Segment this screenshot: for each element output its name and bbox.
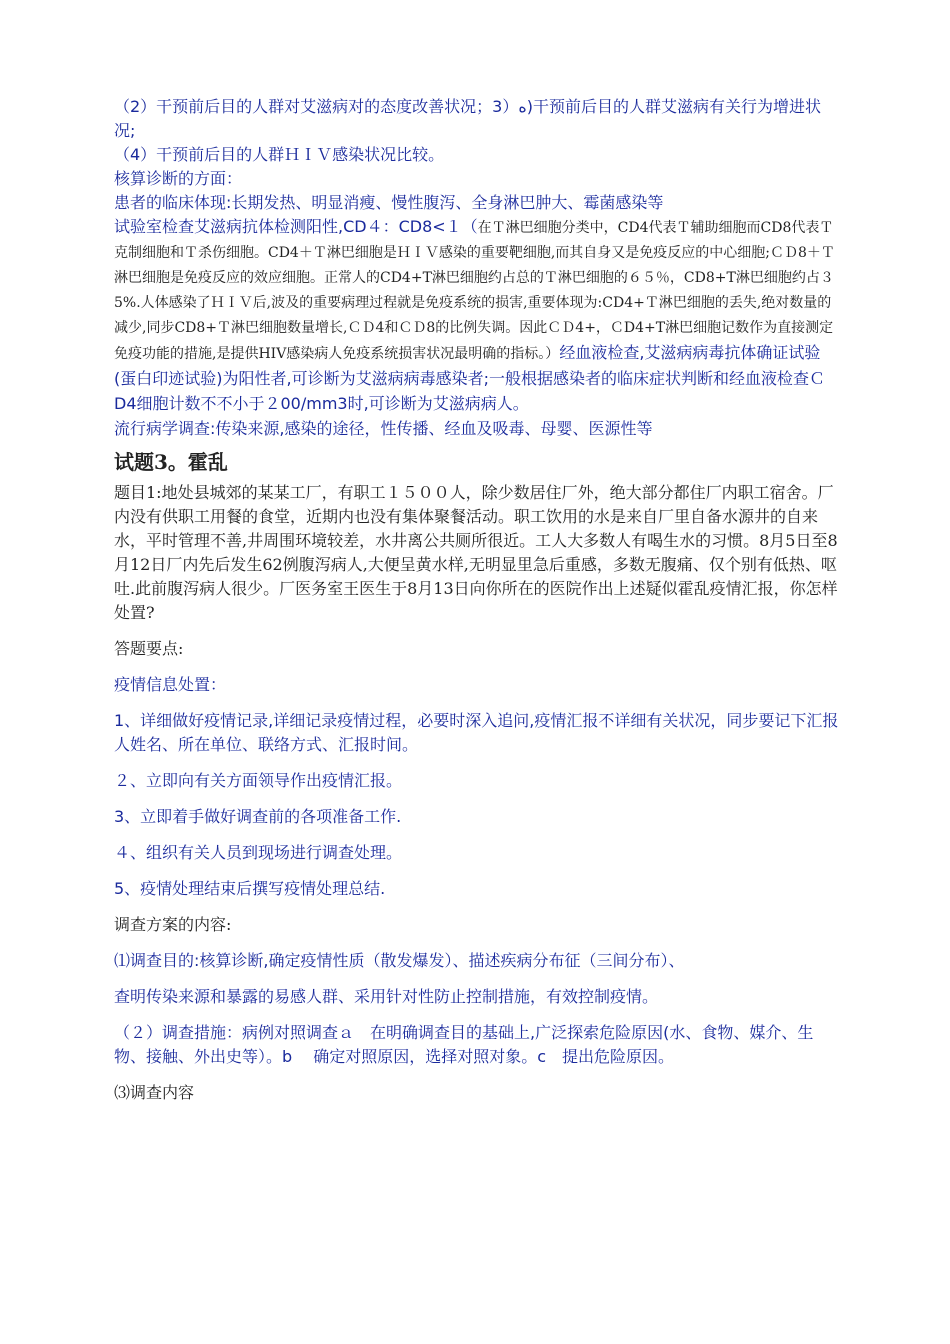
- blue-item-3: 3、立即着手做好调查前的各项准备工作.: [114, 807, 402, 826]
- plan-item-0: ⑴调查目的:核算诊断,确定疫情性质（散发爆发）、描述疾病分布征（三间分布）、: [114, 951, 685, 970]
- blue-item-1: 1、详细做好疫情记录,详细记录疫情过程，必要时深入追问,疫情汇报不详细有关状况，同步要记下汇报人姓名、所在单位、联络方式、汇报时间。: [114, 711, 839, 754]
- plan-head: 调查方案的内容:: [114, 915, 232, 934]
- lab-tests-tail: 经血液检查,艾滋病病毒抗体确证试验(蛋白印迹试验)为阳性者,可诊断为艾滋病病毒感染者;一般根据感染者的临床症状判断和经血液检查ＣD4细胞计数不不小于２00/mm3时,可诊断为艾滋病病人。: [114, 343, 825, 413]
- blue-item-4: ４、组织有关人员到现场进行调查处理。: [114, 843, 403, 862]
- paragraph-epidemiology: 流行病学调查:传染来源,感染的途径，性传播、经血及吸毒、母婴、医源性等: [114, 419, 653, 438]
- blue-item-2: ２、立即向有关方面领导作出疫情汇报。: [114, 771, 403, 790]
- paragraph-diagnosis-head: 核算诊断的方面：: [114, 169, 243, 188]
- section-title: 试题3。霍乱: [114, 450, 228, 474]
- blue-item-0: 疫情信息处置：: [114, 675, 227, 694]
- question-text: 题目1:地处县城郊的某某工厂，有职工１５００人，除少数居住厂外，绝大部分都住厂内职工宿舍。厂内没有供职工用餐的食堂，近期内也没有集体聚餐活动。职工饮用的水是来自厂里自备水源井的自来水，平时管理不善,井周围环境较差，水井离公共厕所很近。工人大多数人有喝生水的习惯。8月5日至8月12日厂内先后发生62例腹泻病人,大便呈黄水样,无明显里急后重感，多数无腹痛、仅个别有低热、呕吐.此前腹泻病人很少。厂医务室王医生于8月13日向你所在的医院作出上述疑似霍乱疫情汇报，你怎样处置?: [114, 483, 838, 622]
- paragraph-clinical-signs: 患者的临床体现:长期发热、明显消瘦、慢性腹泻、全身淋巴肿大、霉菌感染等: [114, 193, 664, 212]
- plan-item-1: 查明传染来源和暴露的易感人群、采用针对性防止控制措施，有效控制疫情。: [114, 987, 659, 1006]
- answer-head: 答题要点:: [114, 639, 184, 658]
- blue-item-5: 5、疫情处理结束后撰写疫情处理总结.: [114, 879, 386, 898]
- lab-tests-lead: 试验室检查艾滋病抗体检测阳性,CD４：CD8<１（: [114, 217, 478, 236]
- paragraph-lab-tests: [114, 215, 840, 417]
- plan-item-2: （２）调查措施：病例对照调查ａ 在明确调查目的基础上,广泛探索危险原因(水、食物、媒介、生物、接触、外出史等）。b 确定对照原因，选择对照对象。c 提出危险原因。: [114, 1023, 814, 1066]
- paragraph-intervention-attitude: （2）干预前后目的人群对艾滋病对的态度改善状况；3）ﻩ)干预前后目的人群艾滋病有关行为增进状况;: [114, 97, 822, 140]
- paragraph-intervention-hiv: （4）干预前后目的人群ＨＩＶ感染状况比较。: [114, 145, 445, 164]
- lab-tests-detail: 在Ｔ淋巴细胞分类中，CD4代表Ｔ辅助细胞而CD8代表Ｔ克制细胞和Ｔ杀伤细胞。CD4＋Ｔ淋巴细胞是ＨＩＶ感染的重要靶细胞,而其自身又是免疫反应的中心细胞;ＣＤ8＋Ｔ淋巴细胞是免疫反应的效应细胞。正常人的CD4+T淋巴细胞约占总的Ｔ淋巴细胞的６５％，CD8+T淋巴细胞约占３5%.人体感染了ＨＩＶ后,波及的重要病理过程就是免疫系统的损害,重要体现为:CD4+Ｔ淋巴细胞的丢失,绝对数量的减少,同步CD8+Ｔ淋巴细胞数量增长,ＣＤ4和ＣＤ8的比例失调。因此ＣＤ4+，ＣD4+T淋巴细胞记数作为直接测定免疫功能的措施,是提供HIV感染病人免疫系统损害状况最明确的指标。）: [114, 220, 835, 362]
- plan-item-3: ⑶调查内容: [114, 1083, 195, 1102]
- document-page: [114, 95, 840, 1105]
